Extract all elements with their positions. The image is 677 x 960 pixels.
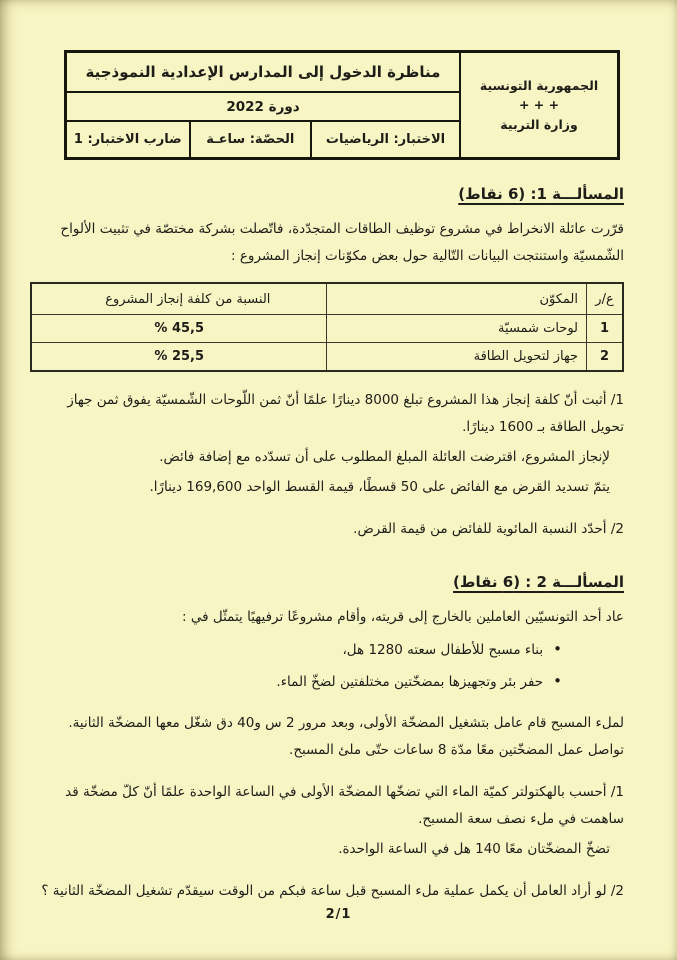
problem-1-question-2: 2/ أحدّد النسبة المائوية للفائض من قيمة القرض.	[353, 521, 624, 537]
bullet-icon: •	[553, 672, 562, 690]
plus-separator: + + +	[518, 97, 560, 113]
row-percent: 25,5 %	[154, 349, 205, 364]
ministry-block	[459, 53, 617, 157]
row-component: لوحات شمسيّة	[326, 315, 586, 342]
header-main-block	[67, 53, 459, 157]
exam-body	[0, 185, 677, 905]
problem-1-note-1: لإنجاز المشروع، اقترضت العائلة المبلغ المطلوب على أن تسدّده مع إضافة فائض.	[159, 449, 610, 465]
footer-page-number: 2/1	[325, 907, 352, 922]
problem-1-intro: قرّرت عائلة الانخراط في مشروع توظيف الطاقات المتجدّدة، فاتّصلت بشركة مختصّة في تثبيت الألواح الشّمسيّة واستنتجت البيانات التّالية حول بعض مكوّنات إنجاز المشروع :	[60, 221, 624, 264]
session-label: دورة 2022	[67, 93, 459, 122]
col-header-number: ع/ر	[586, 284, 622, 314]
col-header-component: المكوّن	[326, 284, 586, 314]
republic-label: الجمهورية التونسية	[479, 77, 599, 93]
table-row	[32, 342, 622, 370]
list-item-text: حفر بئر وتجهيزها بمضخّتين مختلفتين لضخّ الماء.	[276, 674, 544, 690]
exam-duration-cell: الحصّة: ساعـة	[189, 122, 311, 157]
table-header-row	[32, 284, 622, 314]
problem-2-title: المسألـــة 2 : (6 نقاط)	[453, 573, 624, 591]
exam-subject-cell: الاختبار: الرياضيات	[310, 122, 459, 157]
exam-coefficient-cell: ضارب الاختبار: 1	[73, 132, 182, 147]
row-number: 1	[586, 315, 622, 342]
list-item-text: بناء مسبح للأطفال سعته 1280 هل،	[342, 642, 544, 658]
row-component: جهاز لتحويل الطاقة	[326, 343, 586, 370]
row-number: 2	[586, 343, 622, 370]
list-item	[30, 669, 624, 695]
problem-2-question-2: 2/ لو أراد العامل أن يكمل عملية ملء المسبح قبل ساعة فبكم من الوقت سيقدّم تشغيل المضخّة الثانية ؟	[41, 883, 624, 899]
list-item	[30, 637, 624, 663]
row-percent: 45,5 %	[154, 321, 205, 336]
problem-2-setup: لملء المسبح قام عامل بتشغيل المضخّة الأولى، وبعد مرور 2 س و40 دق شغّل معها المضخّة الثانية. تواصل عمل المضخّتين معًا مدّة 8 ساعات حتّى ملئ المسبح.	[68, 715, 624, 758]
problem-1-title: المسألـــة 1: (6 نقاط)	[458, 185, 624, 203]
problem-2-note: تضخّ المضخّتان معًا 140 هل في الساعة الواحدة.	[338, 841, 610, 857]
header-table	[64, 50, 620, 160]
bullet-icon: •	[553, 640, 562, 658]
problem-2-intro: عاد أحد التونسيّين العاملين بالخارج إلى قريته، وأقام مشروعًا ترفيهيًا يتمثّل في :	[182, 609, 624, 625]
problem-1-question-1: 1/ أثبت أنّ كلفة إنجاز هذا المشروع تبلغ 8000 دينارًا علمًا أنّ ثمن اللّوحات الشّمسيّة يفوق ثمن جهاز تحويل الطاقة بـ 1600 دينارًا.	[67, 392, 624, 435]
problem-2-question-1: 1/ أحسب بالهكتولتر كميّة الماء التي تضخّها المضخّة الأولى في الساعة الواحدة علمًا أنّ كلّ مضخّة قد ساهمت في ملء نصف سعة المسبح.	[65, 784, 624, 827]
table-row	[32, 314, 622, 342]
col-header-percent: النسبة من كلفة إنجاز المشروع	[105, 291, 271, 307]
ministry-label: وزارة التربية	[500, 116, 578, 132]
problem-1-note-2: يتمّ تسديد القرض مع الفائض على 50 قسطًا، قيمة القسط الواحد 169,600 دينارًا.	[149, 479, 610, 495]
exam-title: مناظرة الدخول إلى المدارس الإعدادية النموذجية	[67, 53, 459, 93]
exam-meta-row	[67, 122, 459, 157]
components-table	[30, 282, 624, 372]
